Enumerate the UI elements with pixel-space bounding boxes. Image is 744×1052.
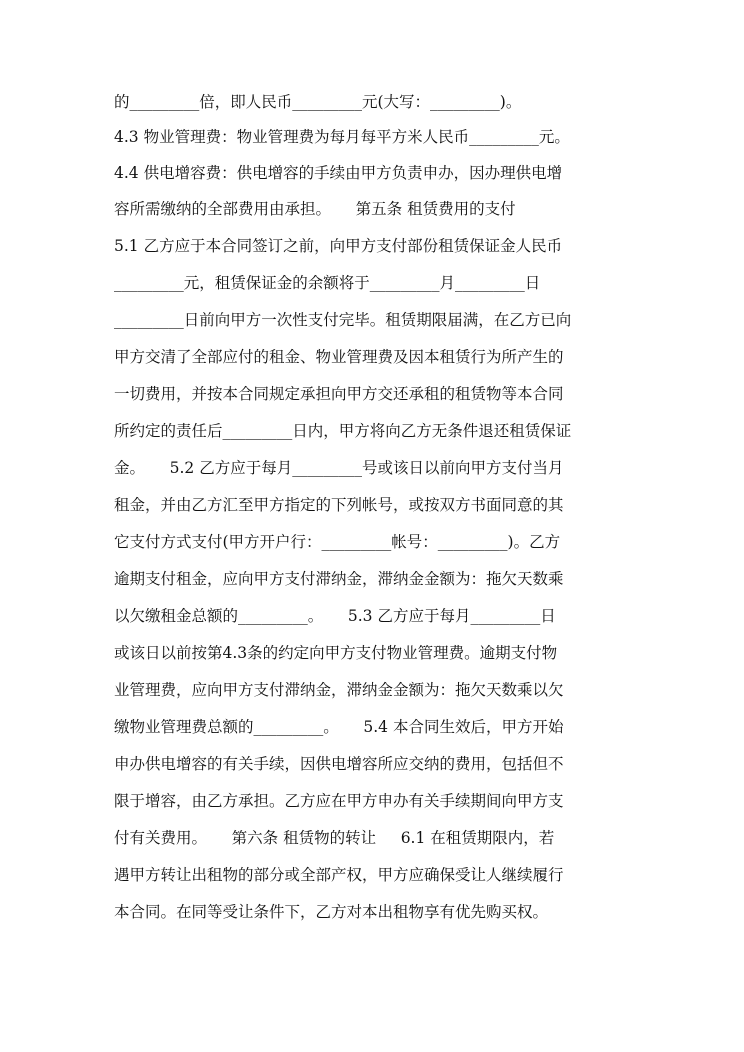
text-line-13: 它支付方式支付(甲方开户行：_________帐号：_________)。乙方 [114,533,561,551]
text-line-21: 付有关费用。 第六条 租赁物的转让 6.1 在租赁期限内，若 [114,829,555,847]
text-line-22: 遇甲方转让出租物的部分或全部产权，甲方应确保受让人继续履行 [114,866,564,884]
text-line-14: 逾期支付租金，应向甲方支付滞纳金，滞纳金金额为：拖欠天数乘 [114,570,564,588]
text-line-20: 限于增容，由乙方承担。乙方应在甲方申办有关手续期间向甲方支 [114,792,564,810]
text-line-8: 甲方交清了全部应付的租金、物业管理费及因本租赁行为所产生的 [114,348,564,366]
text-line-15: 以欠缴租金总额的_________。 5.3 乙方应于每月_________日 [114,607,556,625]
text-line-16: 或该日以前按第4.3条的约定向甲方支付物业管理费。逾期支付物 [114,644,558,662]
text-line-4: 容所需缴纳的全部费用由承担。 第五条 租赁费用的支付 [114,200,516,218]
text-line-19: 申办供电增容的有关手续，因供电增容所应交纳的费用，包括但不 [114,755,564,773]
text-line-23: 本合同。在同等受让条件下，乙方对本出租物享有优先购买权。 [114,903,549,921]
text-line-1: 的_________倍，即人民币_________元(大写：_________)。 [114,93,522,111]
text-line-9: 一切费用，并按本合同规定承担向甲方交还承租的租赁物等本合同 [114,385,564,403]
text-line-18: 缴物业管理费总额的_________。 5.4 本合同生效后，甲方开始 [114,718,564,736]
text-line-12: 租金，并由乙方汇至甲方指定的下列帐号，或按双方书面同意的其 [114,496,564,514]
text-line-2: 4.3 物业管理费：物业管理费为每月每平方米人民币_________元。 [114,128,570,146]
text-line-7: _________日前向甲方一次性支付完毕。租赁期限届满，在乙方已向 [114,311,572,329]
text-line-5: 5.1 乙方应于本合同签订之前，向甲方支付部份租赁保证金人民币 [114,237,563,255]
text-line-17: 业管理费，应向甲方支付滞纳金，滞纳金金额为：拖欠天数乘以欠 [114,681,564,699]
text-line-3: 4.4 供电增容费：供电增容的手续由甲方负责申办，因办理供电增 [114,164,563,182]
text-line-11: 金。 5.2 乙方应于每月_________号或该日以前向甲方支付当月 [114,459,564,477]
text-line-10: 所约定的责任后_________日内，甲方将向乙方无条件退还租赁保证 [114,422,572,440]
text-line-6: _________元，租赁保证金的余额将于_________月_________日 [114,274,541,292]
